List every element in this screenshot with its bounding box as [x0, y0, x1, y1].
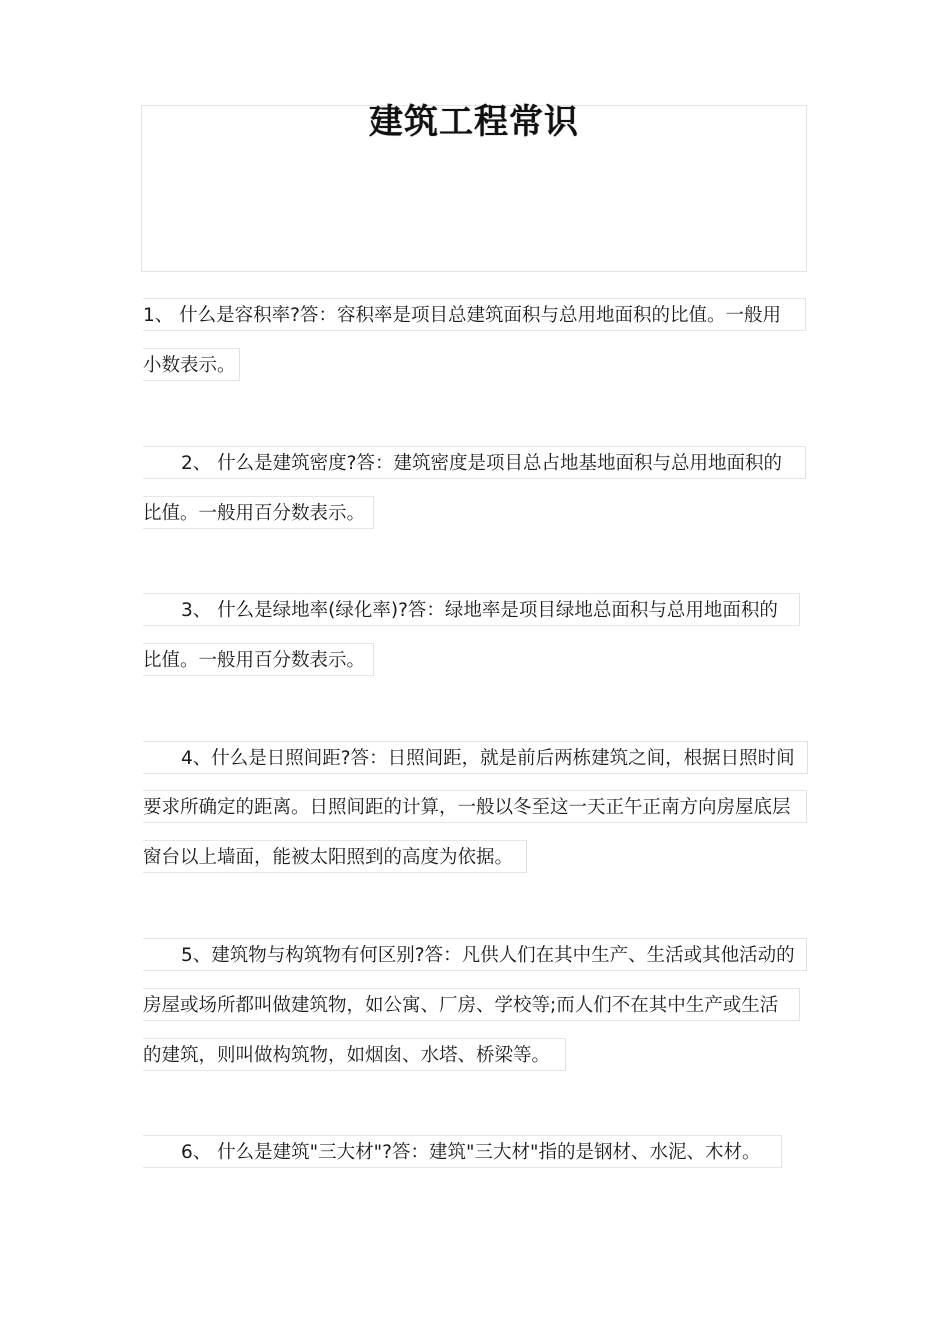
paragraph-1-line-1: 1、 什么是容积率?答：容积率是项目总建筑面积与总用地面积的比值。一般用 [143, 298, 806, 331]
paragraph-2-line-1: 2、 什么是建筑密度?答：建筑密度是项目总占地基地面积与总用地面积的 [143, 446, 806, 479]
paragraph-6-line-1: 6、 什么是建筑"三大材"?答：建筑"三大材"指的是钢材、水泥、木材。 [143, 1135, 782, 1168]
title-box [141, 102, 807, 272]
paragraph-3-line-2: 比值。一般用百分数表示。 [143, 643, 374, 676]
document-title: 建筑工程常识 [369, 102, 579, 142]
paragraph-4-line-2: 要求所确定的距离。日照间距的计算，一般以冬至这一天正午正南方向房屋底层 [143, 790, 807, 823]
paragraph-5-line-3: 的建筑，则叫做构筑物，如烟囱、水塔、桥梁等。 [143, 1038, 566, 1071]
paragraph-5-line-2: 房屋或场所都叫做建筑物，如公寓、厂房、学校等;而人们不在其中生产或生活 [143, 988, 800, 1021]
paragraph-3-line-1: 3、 什么是绿地率(绿化率)?答：绿地率是项目绿地总面积与总用地面积的 [143, 593, 800, 626]
paragraph-1-line-2: 小数表示。 [143, 348, 240, 381]
paragraph-2-line-2: 比值。一般用百分数表示。 [143, 496, 374, 529]
paragraph-5-line-1: 5、建筑物与构筑物有何区别?答：凡供人们在其中生产、生活或其他活动的 [143, 938, 807, 971]
paragraph-4-line-1: 4、什么是日照间距?答：日照间距，就是前后两栋建筑之间，根据日照时间 [143, 741, 808, 774]
paragraph-4-line-3: 窗台以上墙面，能被太阳照到的高度为依据。 [143, 840, 527, 873]
